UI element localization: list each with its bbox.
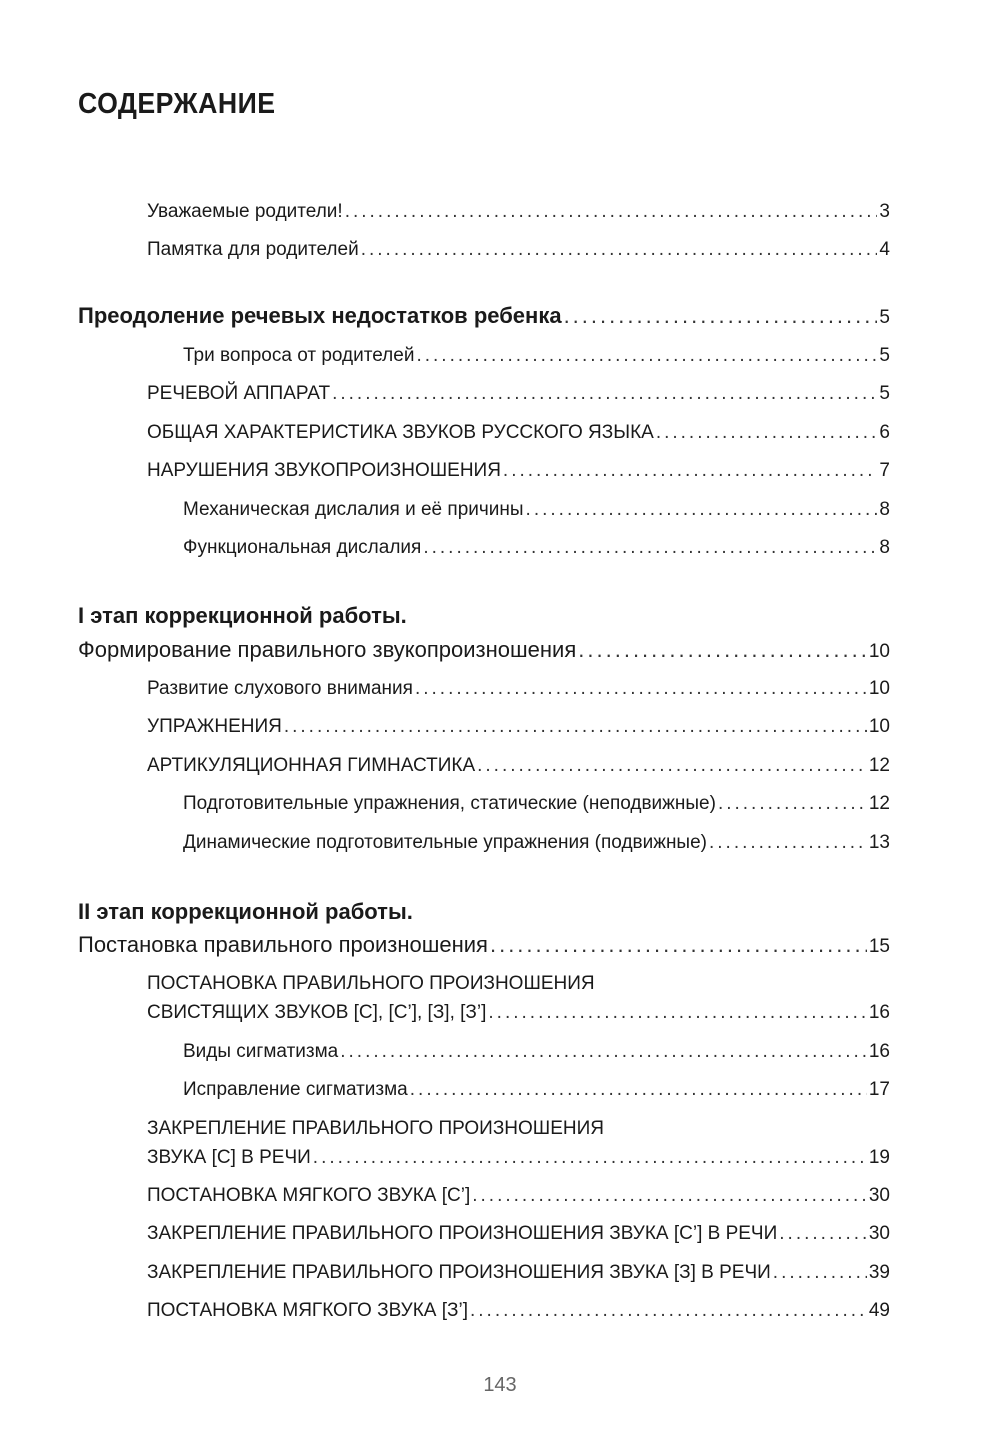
toc-entry[interactable] <box>147 1146 890 1170</box>
toc-section-entry[interactable] <box>78 638 890 664</box>
toc-entry[interactable] <box>147 677 890 701</box>
toc-entry[interactable] <box>183 831 890 855</box>
toc-entry[interactable] <box>147 1299 890 1323</box>
toc-entry-text: ПОСТАНОВКА МЯГКОГО ЗВУКА [З’] <box>147 1300 468 1321</box>
toc-entry-page: 19 <box>868 1147 890 1168</box>
toc-entry-text: АРТИКУЛЯЦИОННАЯ ГИМНАСТИКА <box>147 755 476 776</box>
toc-entry[interactable] <box>147 1001 890 1025</box>
toc-entry-text: УПРАЖНЕНИЯ <box>147 716 282 737</box>
toc-entry[interactable] <box>147 200 890 224</box>
toc-entry-text: Подготовительные упражнения, статические (неподвижные) <box>183 793 716 814</box>
toc-entry-text: ЗАКРЕПЛЕНИЕ ПРАВИЛЬНОГО ПРОИЗНОШЕНИЯ ЗВУКА [З] В РЕЧИ <box>147 1262 771 1283</box>
toc-entry-page: 6 <box>879 422 890 443</box>
toc-entry-page: 10 <box>868 716 890 737</box>
toc-entry-text: Постановка правильного произношения <box>78 932 488 957</box>
toc-entry-page: 30 <box>868 1223 890 1244</box>
toc-entry-page: 8 <box>879 499 890 520</box>
dot-leader <box>477 754 867 778</box>
toc-entry-page: 49 <box>868 1300 890 1321</box>
dot-leader <box>488 1001 866 1025</box>
toc-entry-text: ОБЩАЯ ХАРАКТЕРИСТИКА ЗВУКОВ РУССКОГО ЯЗЫКА <box>147 422 654 443</box>
toc-entry-text: Функциональная дислалия <box>183 537 422 558</box>
section-heading: I этап коррекционной работы. <box>78 603 407 628</box>
toc-entry-page: 5 <box>879 383 890 404</box>
toc-section-entry[interactable] <box>78 933 890 959</box>
toc-entry-text: ПОСТАНОВКА МЯГКОГО ЗВУКА [С’] <box>147 1185 471 1206</box>
toc-entry-text: Развитие слухового внимания <box>147 678 413 699</box>
toc-entry-text: ЗАКРЕПЛЕНИЕ ПРАВИЛЬНОГО ПРОИЗНОШЕНИЯ ЗВУКА [С’] В РЕЧИ <box>147 1223 778 1244</box>
toc-entry-page: 12 <box>868 793 890 814</box>
toc-entry-page: 16 <box>868 1002 890 1023</box>
toc-entry-page: 15 <box>868 936 890 957</box>
page-title: СОДЕРЖАНИЕ <box>78 88 276 120</box>
toc-entry-text: Динамические подготовительные упражнения (подвижные) <box>183 832 707 853</box>
toc-entry-text: Преодоление речевых недостатков ребенка <box>78 303 562 328</box>
dot-leader <box>284 715 867 739</box>
toc-section-entry[interactable] <box>78 304 890 330</box>
toc-entry-first-line: ПОСТАНОВКА ПРАВИЛЬНОГО ПРОИЗНОШЕНИЯ <box>147 973 595 994</box>
toc-entry-page: 4 <box>879 239 890 260</box>
toc-entry-page: 10 <box>868 641 890 662</box>
toc-entry-text: СВИСТЯЩИХ ЗВУКОВ [С], [С’], [З], [З’] <box>147 1002 487 1023</box>
dot-leader <box>503 459 878 483</box>
toc-entry-first-line: ЗАКРЕПЛЕНИЕ ПРАВИЛЬНОГО ПРОИЗНОШЕНИЯ <box>147 1118 604 1139</box>
toc-entry[interactable] <box>147 754 890 778</box>
dot-leader <box>332 382 877 406</box>
toc-entry-text: РЕЧЕВОЙ АППАРАТ <box>147 383 331 404</box>
toc-entry-text: Три вопроса от родителей <box>183 345 415 366</box>
dot-leader <box>472 1184 867 1208</box>
section-heading: II этап коррекционной работы. <box>78 899 413 924</box>
dot-leader <box>656 421 878 445</box>
dot-leader <box>578 638 867 662</box>
toc-entry[interactable] <box>147 421 890 445</box>
toc-entry-text: НАРУШЕНИЯ ЗВУКОПРОИЗНОШЕНИЯ <box>147 460 501 481</box>
toc-entry-page: 13 <box>868 832 890 853</box>
toc-entry[interactable] <box>147 1261 890 1285</box>
toc-entry-page: 39 <box>868 1262 890 1283</box>
toc-entry-page: 17 <box>868 1079 890 1100</box>
dot-leader <box>361 238 878 262</box>
toc-entry[interactable] <box>183 792 890 816</box>
toc-entry-page: 3 <box>879 201 890 222</box>
toc-entry[interactable] <box>147 715 890 739</box>
dot-leader <box>470 1299 867 1323</box>
toc-entry[interactable] <box>183 1078 890 1102</box>
dot-leader <box>773 1261 867 1285</box>
dot-leader <box>718 792 867 816</box>
dot-leader <box>415 677 867 701</box>
toc-entry[interactable] <box>183 1040 890 1064</box>
dot-leader <box>345 200 878 224</box>
toc-entry-text: Виды сигматизма <box>183 1041 339 1062</box>
toc-entry-page: 10 <box>868 678 890 699</box>
toc-entry-page: 12 <box>868 755 890 776</box>
toc-entry-page: 5 <box>879 345 890 366</box>
dot-leader <box>490 933 867 957</box>
toc-entry[interactable] <box>147 459 890 483</box>
toc-entry-text: Памятка для родителей <box>147 239 359 260</box>
toc-entry-text: ЗВУКА [С] В РЕЧИ <box>147 1147 311 1168</box>
toc-entry[interactable] <box>183 536 890 560</box>
toc-entry[interactable] <box>147 1184 890 1208</box>
toc-entry[interactable] <box>147 238 890 262</box>
dot-leader <box>416 344 877 368</box>
toc-entry[interactable] <box>147 382 890 406</box>
dot-leader <box>423 536 877 560</box>
dot-leader <box>564 304 878 328</box>
toc-entry-page: 8 <box>879 537 890 558</box>
toc-entry-text: Уважаемые родители! <box>147 201 343 222</box>
dot-leader <box>779 1222 867 1246</box>
toc-entry[interactable] <box>147 1222 890 1246</box>
dot-leader <box>313 1146 867 1170</box>
dot-leader <box>340 1040 867 1064</box>
page-number: 143 <box>483 1374 517 1396</box>
toc-entry-page: 30 <box>868 1185 890 1206</box>
dot-leader <box>526 498 878 522</box>
toc-entry[interactable] <box>183 344 890 368</box>
toc-entry-text: Формирование правильного звукопроизношения <box>78 637 577 662</box>
dot-leader <box>410 1078 867 1102</box>
toc-entry-page: 5 <box>879 307 890 328</box>
toc-entry-page: 16 <box>868 1041 890 1062</box>
toc-entry-text: Исправление сигматизма <box>183 1079 408 1100</box>
toc-entry-text: Механическая дислалия и её причины <box>183 499 524 520</box>
dot-leader <box>709 831 867 855</box>
toc-entry[interactable] <box>183 498 890 522</box>
toc-entry-page: 7 <box>879 460 890 481</box>
